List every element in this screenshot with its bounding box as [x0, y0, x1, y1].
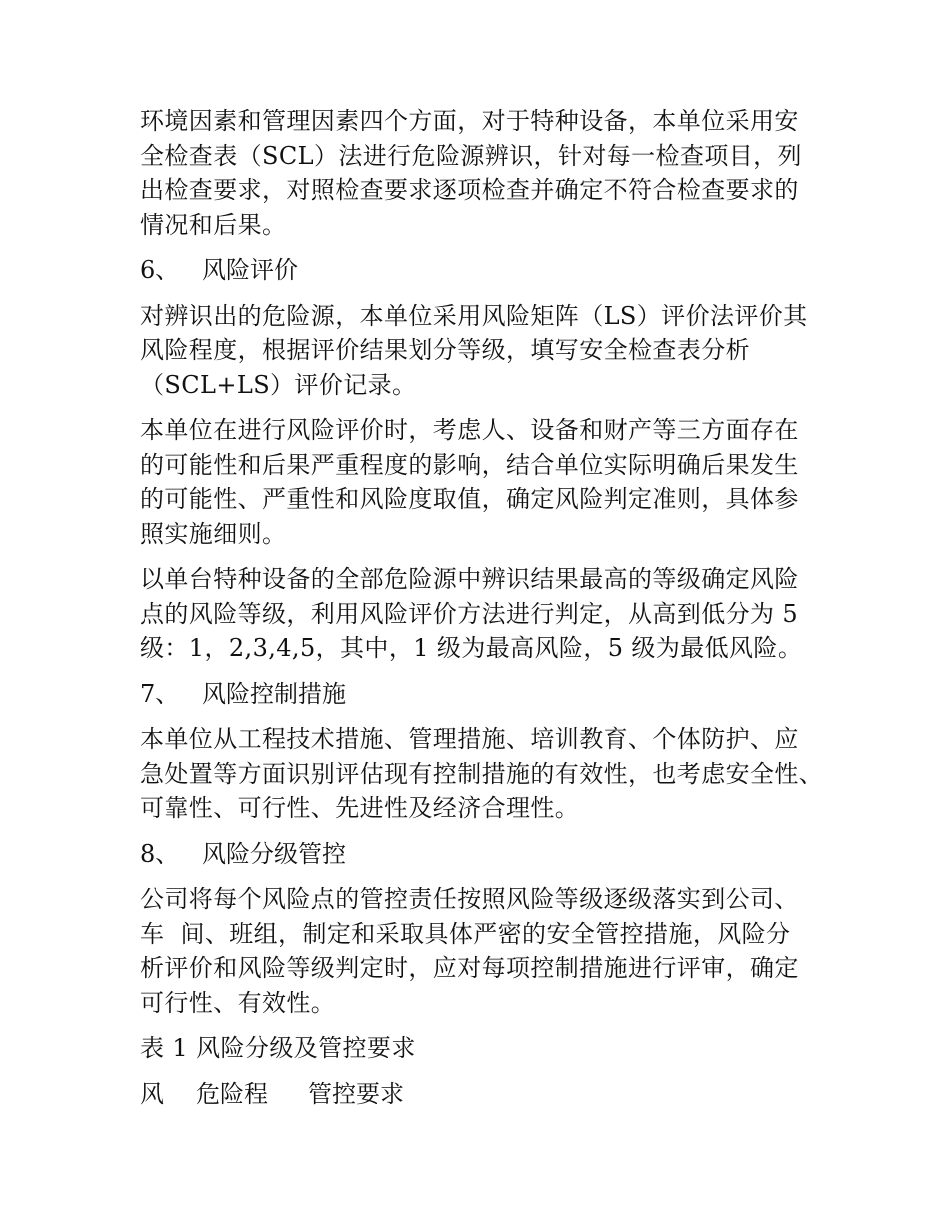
paragraph-risk-evaluation-method	[140, 299, 840, 403]
text-line: 环境因素和管理因素四个方面，对于特种设备，本单位采用安	[140, 107, 799, 135]
table-caption	[140, 1031, 840, 1066]
text-line: 风险程度，根据评价结果划分等级，填写安全检查表分析	[140, 336, 750, 364]
paragraph-risk-levels	[140, 562, 840, 666]
paragraph-graded-control	[140, 882, 840, 1020]
text-line: 车 间、班组，制定和采取具体严密的安全管控措施，风险分	[140, 919, 791, 948]
section-title: 风险分级管控	[202, 839, 346, 868]
section-number: 8、	[140, 839, 180, 868]
text-line: 照实施细则。	[140, 519, 287, 548]
section-number: 6、	[140, 256, 180, 284]
text-line: 点的风险等级，利用风险评价方法进行判定，从高到低分为 5	[140, 599, 799, 628]
document-body	[140, 104, 840, 1111]
table-header-cell: 危险程	[196, 1079, 268, 1108]
text-line: 公司将每个风险点的管控责任按照风险等级逐级落实到公司、	[140, 885, 799, 913]
text-line: 出检查要求，对照检查要求逐项检查并确定不符合检查要求的	[140, 176, 799, 204]
section-title: 风险评价	[202, 256, 298, 284]
section-heading-8	[140, 837, 840, 872]
paragraph-hazard-identification	[140, 104, 840, 242]
text-line: 的可能性和后果严重程度的影响，结合单位实际明确后果发生	[140, 450, 799, 479]
text-line: 表 1 风险分级及管控要求	[140, 1034, 416, 1062]
text-line: 的可能性、严重性和风险度取值，确定风险判定准则，具体参	[140, 485, 799, 513]
text-line: 级：1，2,3,4,5，其中，1 级为最高风险，5 级为最低风险。	[140, 634, 803, 662]
table-header-cell: 风	[140, 1079, 164, 1108]
text-line: 对辨识出的危险源，本单位采用风险矩阵（LS）评价法评价其	[140, 301, 808, 330]
paragraph-control-measures	[140, 722, 840, 826]
text-line: 可靠性、可行性、先进性及经济合理性。	[140, 794, 580, 822]
text-line: 全检查表（SCL）法进行危险源辨识，针对每一检查项目，列	[140, 141, 802, 170]
text-line: 可行性、有效性。	[140, 988, 336, 1017]
text-line: 本单位在进行风险评价时，考虑人、设备和财产等三方面存在	[140, 416, 799, 444]
paragraph-risk-evaluation-factors	[140, 413, 840, 551]
table-header-cell: 管控要求	[308, 1079, 404, 1108]
text-line: （SCL+LS）评价记录。	[140, 370, 417, 399]
text-line: 析评价和风险等级判定时，应对每项控制措施进行评审，确定	[140, 954, 799, 982]
text-line: 本单位从工程技术措施、管理措施、培训教育、个体防护、应	[140, 725, 799, 753]
section-heading-7	[140, 677, 840, 712]
text-line: 急处置等方面识别评估现有控制措施的有效性，也考虑安全性、	[140, 759, 824, 788]
text-line: 情况和后果。	[140, 210, 287, 239]
section-number: 7、	[140, 679, 180, 708]
table-header-row	[140, 1077, 840, 1112]
section-title: 风险控制措施	[202, 679, 346, 708]
section-heading-6	[140, 253, 840, 288]
text-line: 以单台特种设备的全部危险源中辨识结果最高的等级确定风险	[140, 565, 799, 593]
